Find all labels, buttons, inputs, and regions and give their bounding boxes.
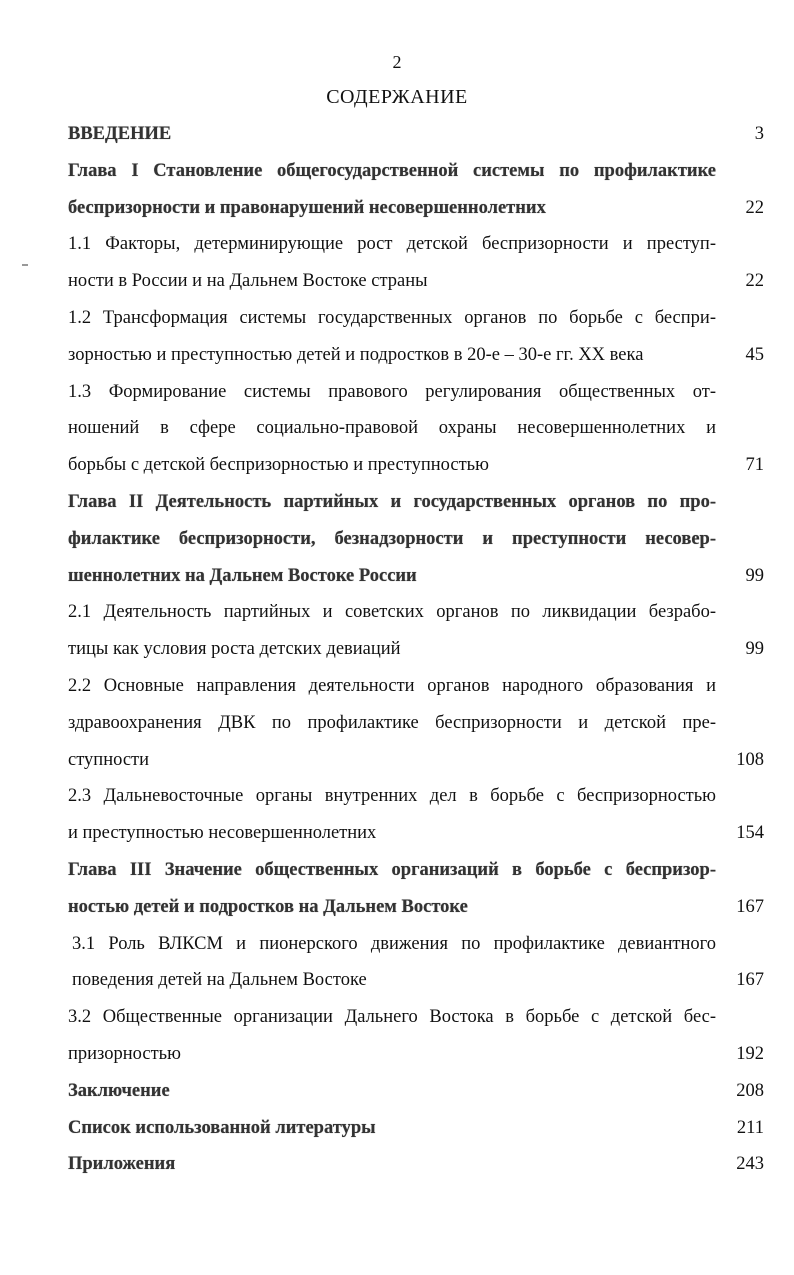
toc-page-number: 45	[745, 344, 764, 365]
toc-entry-line: зорностью и преступностью детей и подростков в 20-е – 30-е гг. XX века	[68, 344, 644, 365]
toc-entry-line: ВВЕДЕНИЕ	[68, 124, 172, 144]
toc-entry-line: шеннолетних на Дальнем Востоке России	[68, 565, 417, 586]
toc-entry-line: Глава II Деятельность партийных и государственных органов по про-	[68, 492, 716, 512]
toc-entry-line: ности в России и на Дальнем Востоке страны	[68, 271, 428, 292]
toc-page-number: 154	[736, 823, 764, 844]
toc-entry-line: Глава III Значение общественных организаций в борьбе с беспризор-	[68, 860, 716, 880]
scan-mark	[22, 264, 28, 266]
toc-entry-line: призорностью	[68, 1044, 181, 1064]
toc-page-number: 208	[736, 1080, 764, 1101]
toc-page-number: 99	[745, 639, 764, 660]
toc-page-number: 108	[736, 749, 764, 770]
toc-entry-line: борьбы с детской беспризорностью и преступностью	[68, 455, 489, 476]
toc-page-number: 167	[736, 896, 764, 917]
toc-page-number: 167	[736, 970, 764, 991]
toc-entry-line: тицы как условия роста детских девиаций	[68, 639, 401, 660]
toc-entry-line: беспризорности и правонарушений несовершеннолетних	[68, 197, 546, 218]
toc-entry-line: ступности	[68, 749, 150, 770]
toc-entry-line: здравоохранения ДВК по профилактике беспризорности и детской пре-	[68, 712, 716, 733]
page-number: 2	[392, 52, 402, 72]
toc-entry-line: 3.2 Общественные организации Дальнего Востока в борьбе с детской бес-	[68, 1007, 716, 1028]
page-title: СОДЕРЖАНИЕ	[326, 86, 468, 108]
toc-entry-line: Заключение	[68, 1080, 170, 1101]
toc-entry-line: поведения детей на Дальнем Востоке	[72, 970, 367, 991]
toc-entry-line: и преступностью несовершеннолетних	[68, 823, 377, 844]
toc-page-number: 71	[745, 455, 764, 476]
toc-entry-line: 1.3 Формирование системы правового регулирования общественных от-	[68, 381, 716, 402]
toc-entry-line: ношений в сфере социально-правовой охраны несовершеннолетних и	[68, 418, 716, 439]
toc-page-number: 243	[736, 1154, 764, 1175]
toc-entry-line: 1.1 Факторы, детерминирующие рост детской беспризорности и преступ-	[68, 234, 716, 255]
toc-page-number: 3	[754, 124, 764, 144]
toc-entry-line: 2.1 Деятельность партийных и советских органов по ликвидации безрабо-	[68, 602, 716, 623]
toc-page-number: 22	[745, 197, 764, 218]
toc-page-number: 22	[745, 271, 764, 292]
toc-entry-line: Приложения	[68, 1154, 176, 1175]
toc-entry-line: ностью детей и подростков на Дальнем Востоке	[68, 896, 468, 917]
toc-page-number: 99	[745, 565, 764, 586]
toc-entry-line: 2.3 Дальневосточные органы внутренних дел в борьбе с беспризорностью	[68, 786, 716, 807]
toc-entry-line: 2.2 Основные направления деятельности органов народного образования и	[68, 676, 716, 696]
toc-page-number: 192	[736, 1044, 764, 1064]
toc-page-number: 211	[736, 1117, 764, 1138]
toc-entry-line: Список использованной литературы	[68, 1117, 376, 1138]
toc-entry-line: 3.1 Роль ВЛКСМ и пионерского движения по профилактике девиантного	[72, 933, 716, 954]
toc-entry-line: 1.2 Трансформация системы государственных органов по борьбе с беспри-	[68, 308, 716, 328]
toc-entry-line: филактике беспризорности, безнадзорности и преступности несовер-	[68, 528, 716, 549]
toc-entry-line: Глава I Становление общегосударственной системы по профилактике	[68, 160, 716, 181]
